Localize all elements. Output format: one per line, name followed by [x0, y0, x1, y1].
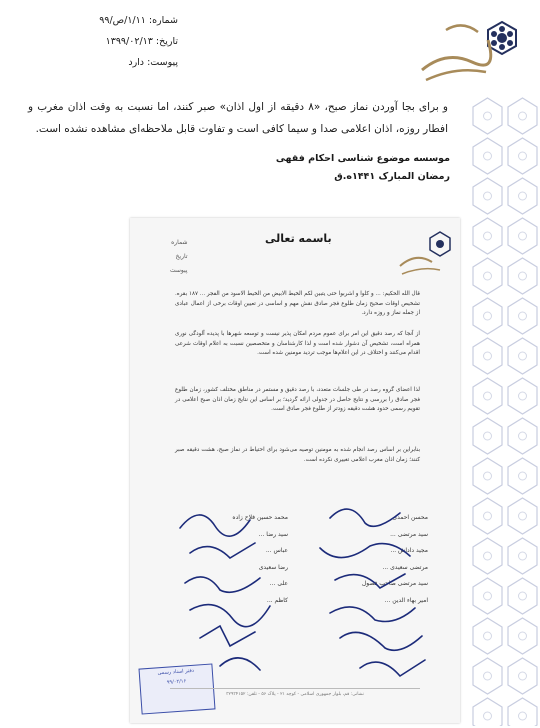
- scan-footer-address: نشانی: قم، بلوار جمهوری اسلامی - کوچه ۲۱ - پلاک ۵۶ - تلفن: ۳۲۹۳۴۱۵۲: [170, 688, 420, 697]
- signature-mark: [220, 658, 260, 670]
- signature-mark: [320, 544, 410, 558]
- scan-meta-attachment: پیوست: [170, 267, 188, 274]
- stamp-line-2: ۹۹/۰۲/۱۶: [166, 678, 187, 686]
- signature-mark: [360, 660, 425, 676]
- side-pattern-decoration: [470, 96, 540, 726]
- number-value: ۱/۱۱/ص/۹۹: [99, 15, 146, 26]
- signatory-name: سید مرتضی ...: [390, 530, 428, 538]
- scanned-letter: [130, 218, 460, 723]
- signatory-name: مرتضی سعیدی ...: [382, 563, 428, 571]
- scan-logo-icon: [396, 226, 454, 278]
- signatory-name: کاظم ...: [266, 596, 288, 604]
- logo-emblem-icon: [416, 10, 526, 90]
- signature-mark: [200, 626, 255, 646]
- number-label: شماره:: [148, 15, 178, 26]
- signature-mark: [180, 515, 250, 536]
- date-label: تاریخ:: [155, 36, 178, 47]
- letter-number-row: [28, 10, 178, 31]
- signature-mark: [185, 577, 260, 592]
- signature-mark: [190, 543, 255, 558]
- date-value: ۱۳۹۹/۰۲/۱۳: [105, 36, 153, 47]
- signature-block: [200, 150, 450, 186]
- letter-date-row: [28, 31, 178, 52]
- scan-meta-number: شماره: [171, 239, 188, 246]
- scan-meta-date: تاریخ: [175, 253, 188, 260]
- signatory-name: سید رضا ...: [258, 530, 288, 538]
- signature-mark: [335, 574, 405, 588]
- stamp-line-1: دفتر اسناد رسمی: [157, 667, 195, 677]
- attachment-label: پیوست:: [147, 57, 178, 68]
- signature-date-line: رمضان المبارک ۱۴۴۱ه.ق: [334, 171, 450, 182]
- signatory-name: مجید داداش ...: [390, 547, 428, 554]
- signatory-name: علی ...: [269, 580, 288, 587]
- scan-paragraph-3: لذا اعضای گروه رصد در طی جلسات متعدد، با رصد دقیق و مستمر در مناطق مختلف کشور، زمان طلوع فجر صادق را بررسی و نتایج حاصل در جدولی ارائه گردید؛ بر اساس این نتایج زمان اذان صبح اعلامی در تقویم رسمی حدود هشت دقیقه زودتر از طلوع فجر صادق است.: [175, 387, 420, 412]
- signatory-name: سید مرتضی صاحب فصول: [361, 580, 428, 587]
- signatory-name: امیر بهاء الدین ...: [384, 596, 428, 604]
- letter-body-paragraph: و برای بجا آوردن نماز صبح، «۸ دقیقه از اول اذان» صبر کنند، اما نسبت به وقت اذان مغرب و افطار روزه، اذان اعلامی صدا و سیما کافی است و تفاوت قابل ملاحظه‌ای مشاهده نشده است.: [28, 101, 448, 135]
- signatory-name: عباس ...: [265, 547, 288, 554]
- signatory-name: محسن احمدی: [392, 514, 428, 521]
- signature-mark: [330, 509, 400, 526]
- scan-meta: [170, 236, 188, 278]
- letter-meta: [28, 10, 178, 73]
- scan-bismillah: باسمه تعالی: [265, 232, 332, 245]
- scan-paragraph-2: از آنجا که رصد دقیق این امر برای عموم مردم امکان پذیر نیست و توسعه شهرها با پدیده آلودگی نوری همراه است، تشخیص آن دشوار شده است و لذا کارشناسان و متخصصین نسبت به اعلام اوقات شرعی اقدام می‌کنند و اختلاف در این اعلام‌ها موجب تردید مومنین شده است.: [175, 331, 420, 356]
- signature-institute-name: موسسه موضوع شناسی احکام فقهی: [275, 153, 450, 164]
- signatory-name: محمد حسین فلاح زاده: [232, 514, 288, 521]
- attachment-value: دارد: [128, 57, 145, 68]
- scan-paragraph-1: قال الله الحکیم: ... و کلوا و اشربوا حتی یتبین لکم الخیط الابیض من الخیط الاسود من الفجر ... ۱۸۷ بقره. تشخیص اوقات صحیح زمان طلوع فجر صادق نقش مهم و اساسی در تعیین اوقات برخی از اعمال عبادی از جمله نماز و روزه دارد.: [175, 291, 420, 316]
- signatory-name: رضا سعیدی: [258, 563, 288, 571]
- scan-paragraph-4: بنابراین بر اساس رصد انجام شده به مومنین توصیه می‌شود برای احتیاط در نماز صبح، هشت دقیقه صبر کنند؛ زمان اذان مغرب اعلامی تغییری نکرده است.: [175, 447, 420, 463]
- letter-attachment-row: [28, 52, 178, 73]
- institute-logo: [416, 10, 526, 90]
- signature-mark: [190, 605, 270, 627]
- signature-mark: [340, 632, 422, 650]
- signature-mark: [330, 607, 415, 622]
